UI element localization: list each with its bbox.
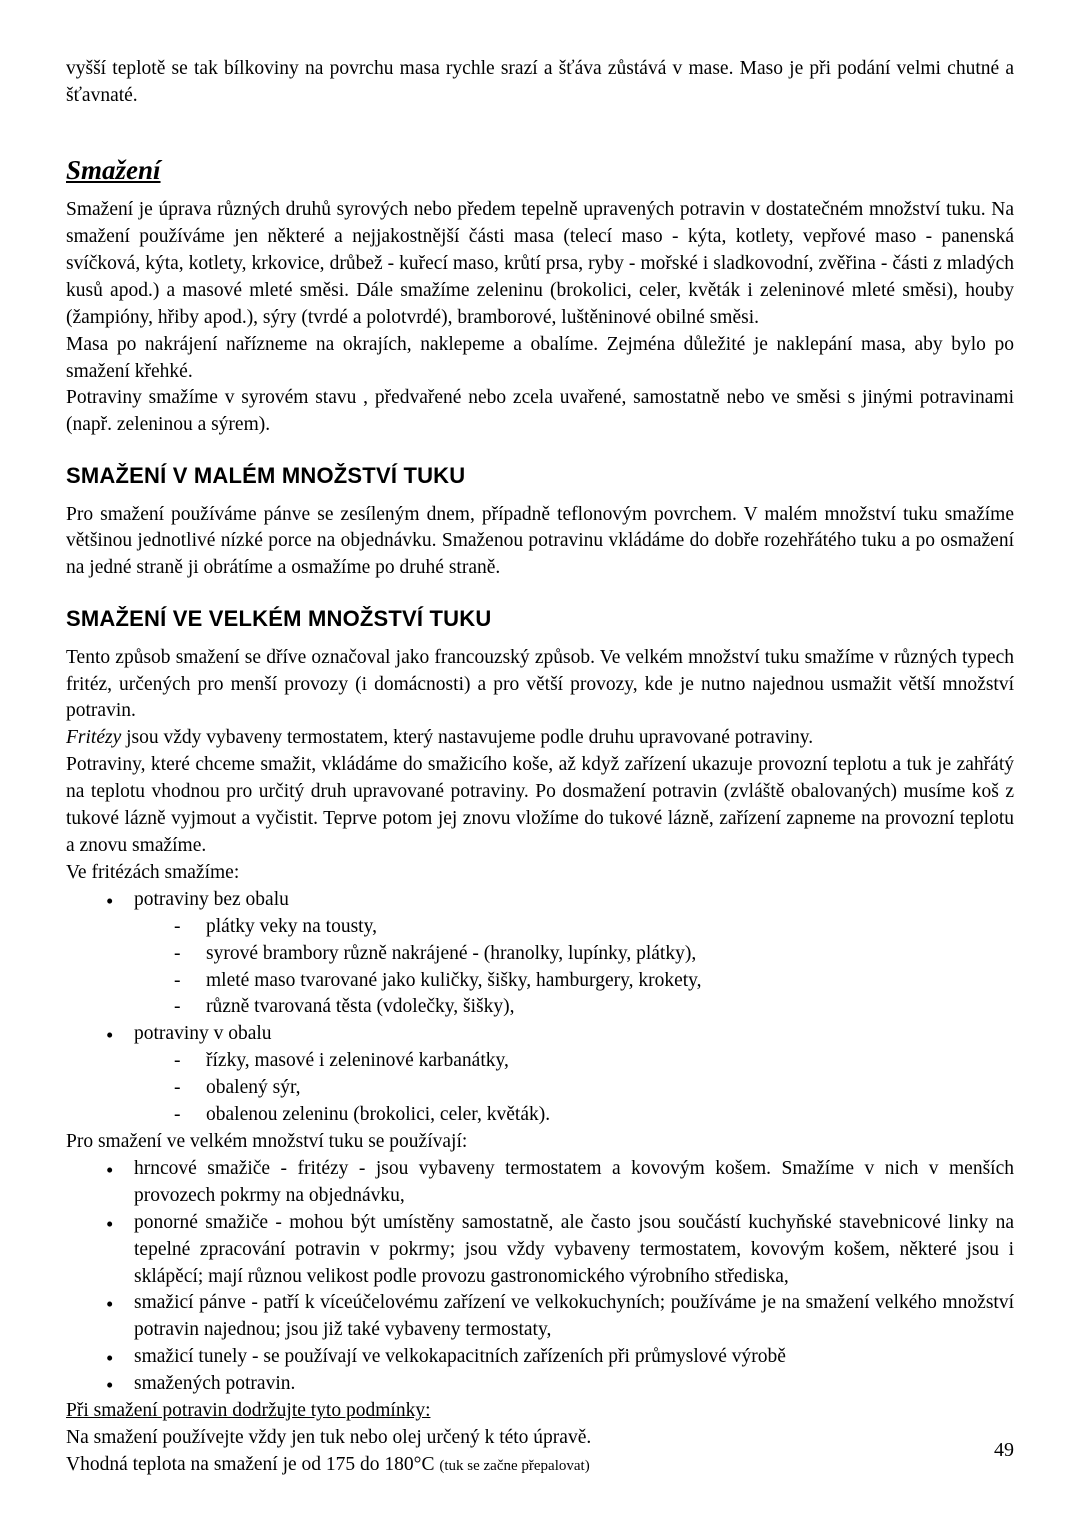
pouzivaji-list	[66, 1156, 1014, 1398]
sublist-item: - řízky, masové i zeleninové karbanátky,	[134, 1048, 1014, 1075]
page-number: 49	[994, 1439, 1014, 1462]
section-title-velke-mnozstvi: SMAŽENÍ VE VELKÉM MNOŽSTVÍ TUKU	[66, 606, 492, 632]
list-item-label: potraviny bez obalu	[134, 888, 289, 910]
sublist-item: - mleté maso tvarované jako kuličky, šišky, hamburgery, krokety,	[134, 968, 1014, 995]
paragraph-fritezy	[66, 725, 1014, 752]
intro-paragraph: vyšší teplotě se tak bílkoviny na povrchu masa rychle srazí a šťáva zůstává v mase. Maso je při podání velmi chutné a šťavnaté.	[66, 58, 1014, 106]
section-title-male-mnozstvi: SMAŽENÍ V MALÉM MNOŽSTVÍ TUKU	[66, 463, 466, 489]
teplota-text: Vhodná teplota na smažení je od 175 do 180°C	[66, 1453, 440, 1475]
fritezy-sublist-v-obalu	[134, 1048, 1014, 1129]
paragraph-velke-1: Tento způsob smažení se dříve označoval jako francouzský způsob. Ve velkém množství tuku smažíme v různých typech fritéz, určených pro menší provozy (i domácnosti) a pro větší provozy, kde je nutno najednou usmažit větší množství potravin.	[66, 646, 1014, 722]
sublist-item: - obalenou zeleninu (brokolici, celer, květák).	[134, 1102, 1014, 1129]
paragraph-smazeni-1: Smažení je úprava různých druhů syrových nebo předem tepelně upravených potravin v dostatečném množství tuku. Na smažení používáme jen některé a nejjakostnější části masa (telecí maso - kýta, kotlety, vepřové maso - panenská svíčková, kýta, kotlety, krkovice, drůbež - kuřecí maso, krůtí prsa, ryby - mořské i sladkovodní, zvěřina - části z mladých kusů apod.) a masové mleté směsi. Dále smažíme zeleninu (brokolici, celer, květák i zeleninové mleté směsi), houby (žampióny, hřiby apod.), sýry (tvrdé a polotvrdé), bramborové, luštěninové obilné směsi.	[66, 199, 1014, 328]
fritezy-term: Fritézy	[66, 727, 122, 749]
list-item-bez-obalu	[66, 887, 1014, 1022]
sublist-item: - obalený sýr,	[134, 1075, 1014, 1102]
teplota-note: (tuk se začne přepalovat)	[439, 1457, 590, 1474]
paragraph-velke-3: Potraviny, které chceme smažit, vkládáme do smažicího koše, až když zařízení ukazuje provozní teplotu a tuk je zahřátý na teplotu vhodnou pro určitý druh upravované potraviny. Po dosmažení potravin (zvláště obalovaných) musíme koš z tukové lázně vyjmout a vyčistit. Teprve potom jej znovu vložíme do tukové lázně, zařízení zapneme na provozní teplotu a znovu smažíme.	[66, 754, 1014, 856]
paragraph-smazeni-2: Masa po nakrájení nařízneme na okrajích, naklepeme a obalíme. Zejména důležité je naklepání masa, aby bylo po smažení křehké.	[66, 333, 1014, 382]
list-item-v-obalu	[66, 1021, 1014, 1129]
list-item-hrncove-smazice: • hrncové smažiče - fritézy - jsou vybaveny termostatem a kovovým košem. Smažíme v nich v menších provozech pokrmy na objednávku,	[66, 1156, 1014, 1210]
fritezy-list	[66, 887, 1014, 1129]
paragraph-velke-5: Pro smažení ve velkém množství tuku se používají:	[66, 1130, 468, 1152]
podminky-paragraph-1: Na smažení používejte vždy jen tuk nebo olej určený k této úpravě.	[66, 1426, 592, 1448]
sublist-item: - syrové brambory různě nakrájené - (hranolky, lupínky, plátky),	[134, 941, 1014, 968]
paragraph-male-1: Pro smažení používáme pánve se zesíleným dnem, případně teflonovým povrchem. V malém množství tuku smažíme většinou jednotlivé nízké porce na objednávku. Smaženou potravinu vkládáme do dobře rozehřátého tuku a po osmažení na jedné straně ji obrátíme a osmažíme po druhé straně.	[66, 503, 1014, 579]
sublist-item: - plátky veky na tousty,	[134, 914, 1014, 941]
list-item-smazici-tunely: • smažicí tunely - se používají ve velkokapacitních zařízeních při průmyslové výrobě	[66, 1344, 1014, 1371]
list-item-ponorne-smazice: • ponorné smažiče - mohou být umístěny samostatně, ale často jsou součástí kuchyňské stavebnicové linky na tepelné zpracování potravin v pokrmy; jsou vždy vybaveny termostatem, kovovým košem, některé jsou i sklápěcí; mají různou velikost podle provozu gastronomického výrobního střediska,	[66, 1210, 1014, 1291]
paragraph-velke-4: Ve fritézách smažíme:	[66, 861, 240, 883]
fritezy-rest: jsou vždy vybaveny termostatem, který nastavujeme podle druhu upravované potraviny.	[121, 727, 814, 749]
paragraph-smazeni-3: Potraviny smažíme v syrovém stavu , předvařené nebo zcela uvařené, samostatně nebo ve směsi s jinými potravinami (např. zeleninou a sýrem).	[66, 387, 1014, 436]
fritezy-sublist-bez-obalu	[134, 914, 1014, 1022]
list-item-label: potraviny v obalu	[134, 1023, 272, 1045]
podminky-heading: Při smažení potravin dodržujte tyto podmínky:	[66, 1400, 431, 1422]
sublist-item: - různě tvarovaná těsta (vdolečky, šišky),	[134, 994, 1014, 1021]
list-item-smazenych-potravin: • smažených potravin.	[66, 1371, 1014, 1398]
list-item-smazici-panve: • smažicí pánve - patří k víceúčelovému zařízení ve velkokuchyních; používáme je na smažení velkého množství potravin najednou; jsou již také vybaveny termostaty,	[66, 1290, 1014, 1344]
section-title-smazeni: Smažení	[66, 154, 161, 185]
podminky-paragraph-2	[66, 1452, 1014, 1479]
